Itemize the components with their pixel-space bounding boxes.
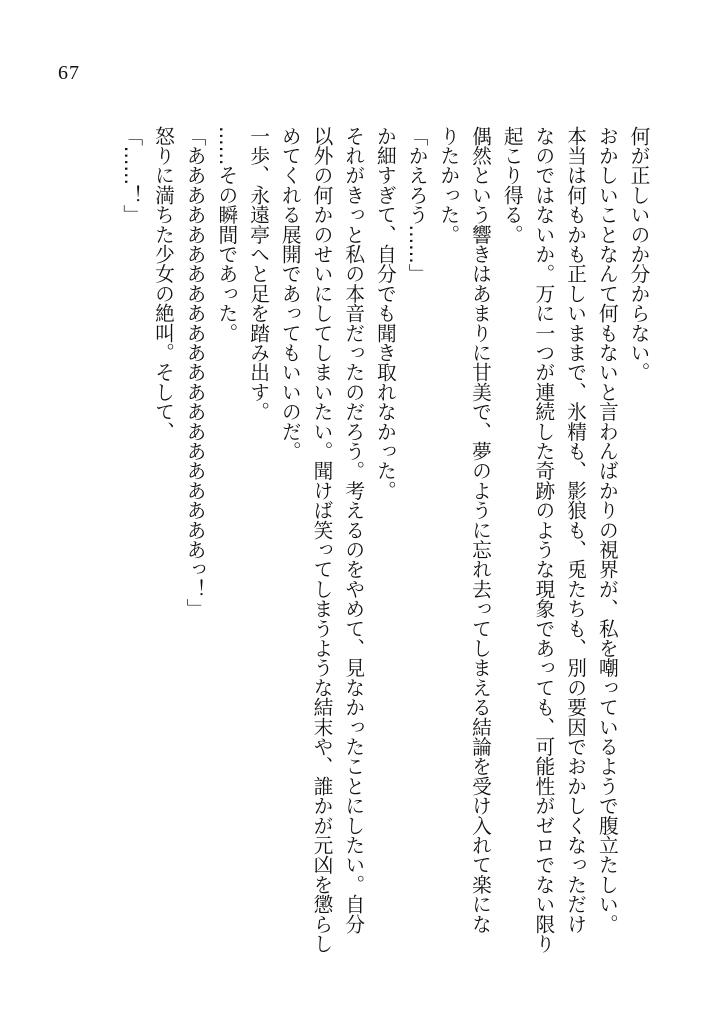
text-line: めてくれる展開であってもいいのだ。 (278, 126, 302, 461)
text-line: ……その瞬間であった。 (214, 126, 238, 343)
text-line: 「あああああああああああああああああああああっ！」 (183, 126, 207, 619)
text-line: りたかった。 (436, 126, 460, 245)
text-line: なのではないか。万に一つが連続した奇跡のような現象であっても、可能性がゼロでない限り (531, 126, 555, 954)
text-line: おかしいことなんて何もないと言わんばかりの視界が、私を嘲っているようで腹立たしい。 (595, 126, 619, 934)
text-line: 何が正しいのか分からない。 (627, 126, 650, 383)
text-line: 一歩、永遠亭へと足を踏み出す。 (246, 126, 270, 422)
text-line: 怒りに満ちた少女の絶叫。そして、 (151, 126, 175, 442)
text-line: 「かえろう……」 (405, 126, 429, 284)
text-line: 以外の何かのせいにしてしまいたい。聞けば笑ってしまうような結末や、誰かが元凶を懲らし (309, 126, 333, 954)
text-line: か細すぎて、自分でも聞き取れなかった。 (373, 126, 397, 501)
novel-body-text (54, 126, 654, 966)
text-line: 偶然という響きはあまりに甘美で、夢のように忘れ去ってしまえる結論を受け入れて楽にな (468, 126, 492, 934)
text-line: 起こり得る。 (500, 126, 524, 245)
page-number: 67 (58, 62, 80, 84)
text-line: それがきっと私の本音だったのだろう。考えるのをやめて、見なかったことにしたい。自分 (341, 126, 365, 934)
text-line: 本当は何もかも正しいままで、氷精も、影狼も、兎たちも、別の要因でおかしくなっただけ (563, 126, 587, 934)
text-line: 「……！」 (119, 126, 143, 225)
